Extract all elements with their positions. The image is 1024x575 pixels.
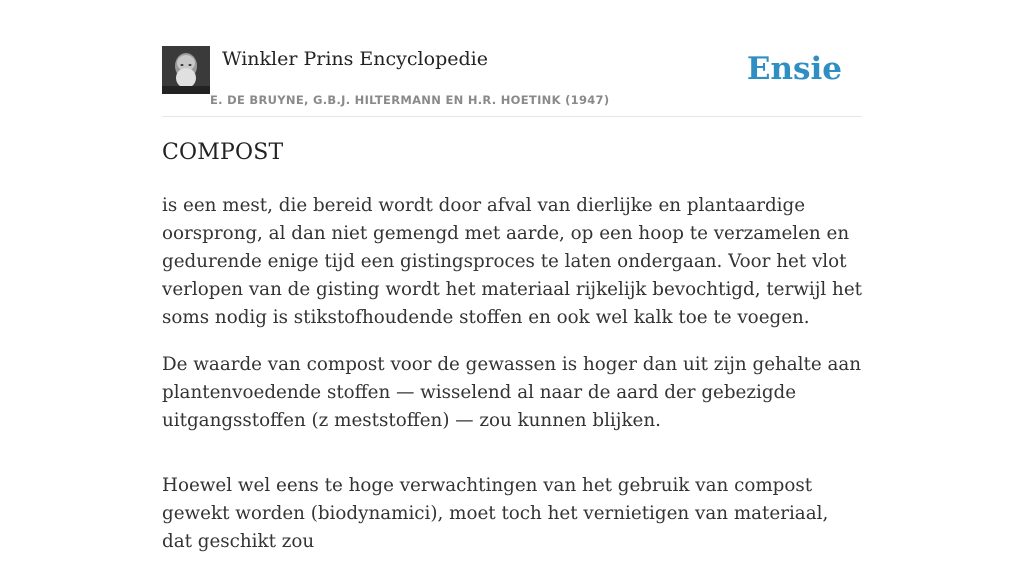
article-paragraph: De waarde van compost voor de gewassen is hoger dan uit zijn gehalte aan plantenvoedende stoffen — wisselend al naar de aard der gebezigde uitgangsstoffen (z meststoffen) — zou kunnen blijken. — [162, 354, 862, 431]
ensie-logo-link[interactable]: Ensie — [746, 51, 842, 87]
source-title[interactable]: Winkler Prins Encyclopedie — [222, 48, 488, 70]
source-header — [162, 46, 862, 117]
author-avatar[interactable] — [162, 46, 210, 94]
portrait-icon — [162, 46, 210, 94]
article-paragraph: Hoewel wel eens te hoge verwachtingen van het gebruik van compost gewekt worden (biodynamici), moet toch het vernietigen van materiaal, dat geschikt zou — [162, 475, 829, 552]
article-paragraph: is een mest, die bereid wordt door afval van dierlijke en plantaardige oorsprong, al dan niet gemengd met aarde, op een hoop te verzamelen en gedurende enige tijd een gistingsproces te laten ondergaan. Voor het vlot verlopen van de gisting wordt het materiaal rijkelijk bevochtigd, terwijl het soms nodig is stikstofhoudende stoffen en ook wel kalk toe te voegen. — [162, 195, 862, 328]
authors-line: E. DE BRUYNE, G.B.J. HILTERMANN EN H.R. HOETINK (1947) — [210, 93, 610, 107]
article-title: COMPOST — [162, 140, 284, 165]
article-body — [162, 192, 862, 575]
